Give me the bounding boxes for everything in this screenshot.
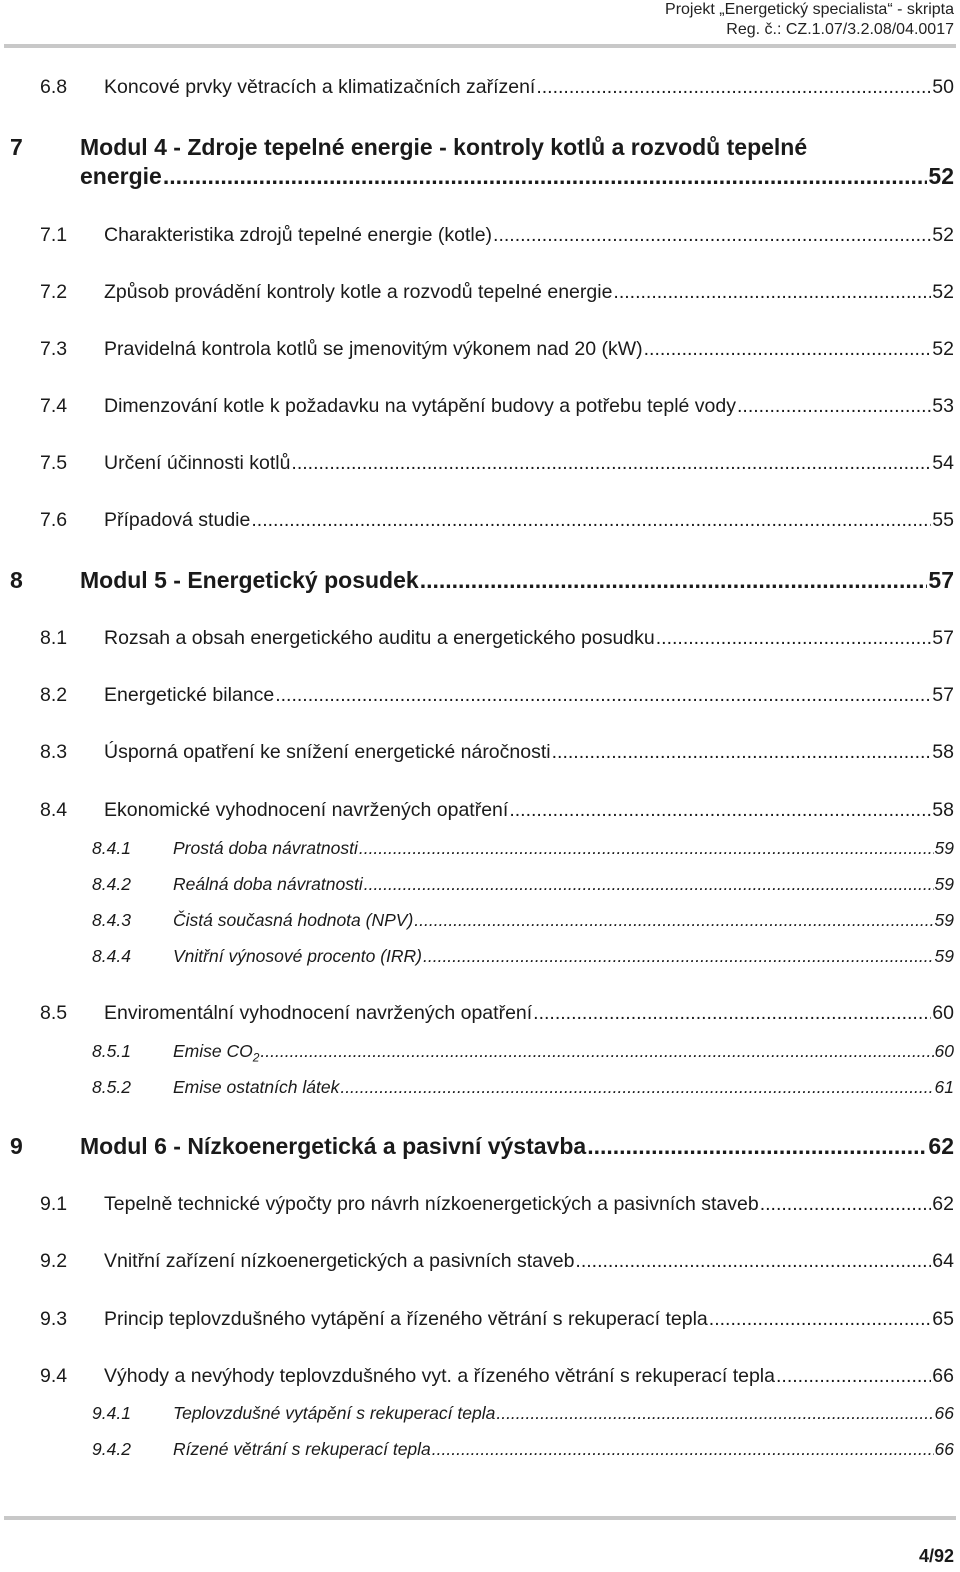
dot-leader [275, 684, 931, 707]
dot-leader [737, 395, 931, 418]
toc-entry-6-8[interactable]: 6.8 Koncové prvky větracích a klimatizačních zařízení ..... 50 [40, 76, 954, 99]
toc-entry-8-4[interactable]: 8.4 Ekonomické vyhodnocení navržených opatření ..... 58 [40, 799, 954, 822]
footer-divider [4, 1516, 956, 1520]
toc-entry-8-1[interactable]: 8.1 Rozsah a obsah energetického auditu a energetického posudku ..... 57 [40, 627, 954, 650]
dot-leader [251, 509, 931, 532]
dot-leader [260, 1041, 933, 1062]
dot-leader [414, 910, 933, 931]
dot-leader [776, 1365, 931, 1388]
dot-leader [496, 1403, 933, 1424]
toc-entry-7-2[interactable]: 7.2 Způsob provádění kontroly kotle a rozvodů tepelné energie ..... 52 [40, 281, 954, 304]
dot-leader [552, 741, 932, 764]
toc-entry-9-3[interactable]: 9.3 Princip teplovzdušného vytápění a řízeného větrání s rekuperací tepla ..... 65 [40, 1308, 954, 1331]
dot-leader [291, 452, 931, 475]
dot-leader [432, 1439, 934, 1460]
toc-entry-8-4-1[interactable]: 8.4.1 Prostá doba návratnosti ..... 59 [92, 838, 954, 859]
toc-entry-9-4-2[interactable]: 9.4.2 Rízené větrání s rekuperací tepla ..... 66 [92, 1439, 954, 1460]
dot-leader [420, 567, 928, 594]
toc-entry-8[interactable]: 8 Modul 5 - Energetický posudek ..... 57 [10, 567, 954, 594]
dot-leader [709, 1308, 932, 1331]
toc-entry-7-1[interactable]: 7.1 Charakteristika zdrojů tepelné energie (kotle) ..... 52 [40, 224, 954, 247]
page-number: 4/92 [918, 1546, 954, 1566]
dot-leader [575, 1250, 931, 1273]
dot-leader [359, 838, 934, 859]
dot-leader [364, 874, 934, 895]
toc-entry-8-5-2[interactable]: 8.5.2 Emise ostatních látek ..... 61 [92, 1077, 954, 1098]
dot-leader [760, 1193, 932, 1216]
dot-leader [644, 338, 932, 361]
toc-entry-7-3[interactable]: 7.3 Pravidelná kontrola kotlů se jmenovitým výkonem nad 20 (kW) ..... 52 [40, 338, 954, 361]
toc-entry-8-5-1[interactable]: 8.5.1 Emise $CO_2$ ..... 60 [92, 1041, 954, 1065]
toc-entry-8-2[interactable]: 8.2 Energetické bilance ..... 57 [40, 684, 954, 707]
toc-entry-9-2[interactable]: 9.2 Vnitřní zařízení nízkoenergetických a pasivních staveb ..... 64 [40, 1250, 954, 1273]
toc-entry-8-5[interactable]: 8.5 Enviromentální vyhodnocení navržených opatření ..... 60 [40, 1002, 954, 1025]
dot-leader [533, 1002, 931, 1025]
toc-entry-8-4-3[interactable]: 8.4.3 Čistá současná hodnota (NPV) ..... 59 [92, 910, 954, 931]
dot-leader [613, 281, 931, 304]
toc-entry-7-5[interactable]: 7.5 Určení účinnosti kotlů ..... 54 [40, 452, 954, 475]
dot-leader [163, 163, 928, 190]
toc-entry-7-6[interactable]: 7.6 Případová studie ..... 55 [40, 509, 954, 532]
dot-leader [423, 946, 934, 967]
dot-leader [493, 224, 931, 247]
toc-entry-7-4[interactable]: 7.4 Dimenzování kotle k požadavku na vytápění budovy a potřebu teplé vody ..... 53 [40, 395, 954, 418]
dot-leader [340, 1077, 933, 1098]
toc-entry-7-line1[interactable]: 7 Modul 4 - Zdroje tepelné energie - kontroly kotlů a rozvodů tepelné [10, 134, 808, 160]
project-title: Projekt „Energetický specialista“ - skripta [665, 1, 954, 18]
dot-leader [536, 76, 931, 99]
toc-entry-8-4-2[interactable]: 8.4.2 Reálná doba návratnosti ..... 59 [92, 874, 954, 895]
dot-leader [509, 799, 931, 822]
toc-entry-8-4-4[interactable]: 8.4.4 Vnitřní výnosové procento (IRR) ..... 59 [92, 946, 954, 967]
toc-entry-9-4-1[interactable]: 9.4.1 Teplovzdušné vytápění s rekuperací tepla ..... 66 [92, 1403, 954, 1424]
toc-entry-8-3[interactable]: 8.3 Úsporná opatření ke snížení energetické náročnosti ..... 58 [40, 741, 954, 764]
toc-entry-7-line2[interactable]: energie ..... 52 [80, 163, 954, 190]
dot-leader [587, 1133, 927, 1160]
toc-entry-9-1[interactable]: 9.1 Tepelně technické výpočty pro návrh nízkoenergetických a pasivních staveb ..... 62 [40, 1193, 954, 1216]
dot-leader [656, 627, 932, 650]
registration-number: Reg. č.: CZ.1.07/3.2.08/04.0017 [726, 21, 954, 38]
toc-entry-9-4[interactable]: 9.4 Výhody a nevýhody teplovzdušného vyt. a řízeného větrání s rekuperací tepla ..... 66 [40, 1365, 954, 1388]
toc-entry-9[interactable]: 9 Modul 6 - Nízkoenergetická a pasivní výstavba ..... 62 [10, 1133, 954, 1160]
